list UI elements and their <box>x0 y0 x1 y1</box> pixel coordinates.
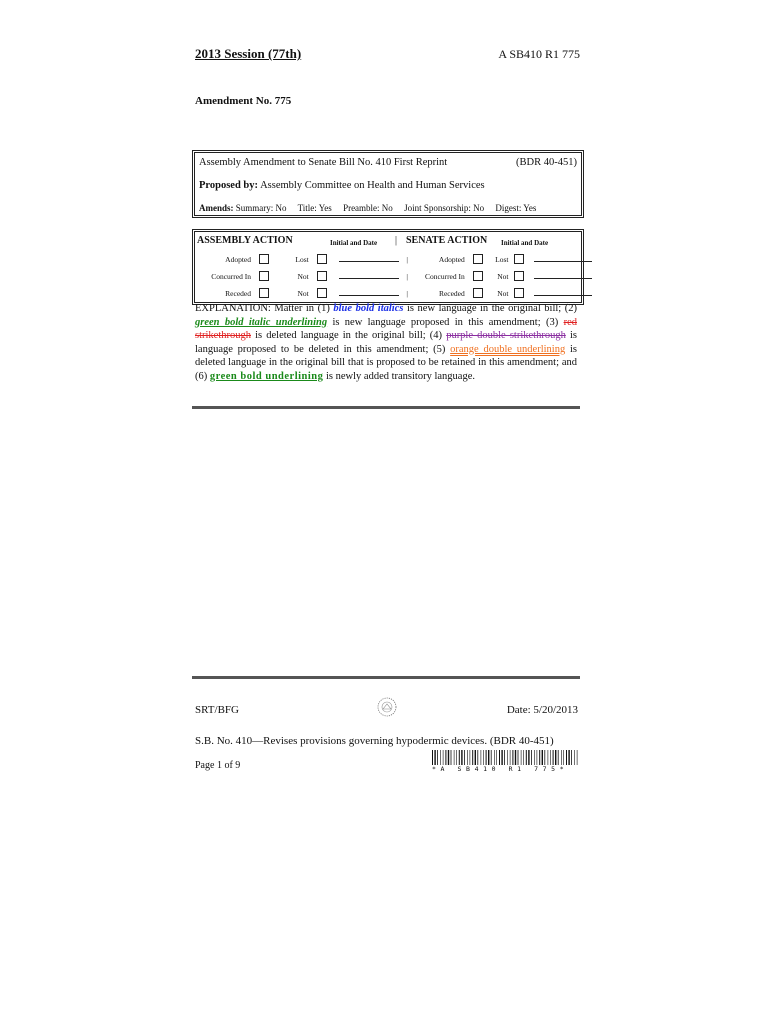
row-divider: | <box>406 255 408 264</box>
senate-concurred-checkbox[interactable] <box>473 271 483 281</box>
amends-summary: Summary: No <box>235 203 287 213</box>
assembly-not-checkbox[interactable] <box>317 271 327 281</box>
senate-not-checkbox[interactable] <box>514 271 524 281</box>
explanation-text: is new language in the original bill; (2) <box>403 303 577 314</box>
proposed-by-value: Assembly Committee on Health and Human Services <box>260 180 485 191</box>
action-divider: | <box>395 235 398 246</box>
senate-not-checkbox[interactable] <box>514 288 524 298</box>
bill-reference: A SB410 R1 775 <box>498 47 580 61</box>
assembly-initial-line[interactable] <box>339 287 399 296</box>
amendment-info-box <box>192 150 584 218</box>
assembly-lost-label: Lost <box>295 255 309 264</box>
drafter-initials: SRT/BFG <box>195 704 239 716</box>
explanation-paragraph <box>195 302 577 383</box>
amends-line <box>199 203 545 213</box>
senate-not-label: Not <box>497 272 509 281</box>
senate-initial-line[interactable] <box>534 253 592 262</box>
divider-rule <box>192 406 580 409</box>
legend-red-strikethrough: red strikethrough <box>195 316 577 341</box>
state-seal-icon <box>376 696 398 718</box>
amends-digest: Digest: Yes <box>495 203 537 213</box>
assembly-initial-date: Initial and Date <box>330 239 378 247</box>
assembly-not-label: Not <box>297 272 309 281</box>
amendment-title: Assembly Amendment to Senate Bill No. 410 First Reprint <box>199 157 448 168</box>
action-row <box>195 287 592 298</box>
explanation-text: is deleted language in the original bill; (4) <box>251 330 447 341</box>
explanation-text: EXPLANATION: Matter in (1) <box>195 303 334 314</box>
proposed-by-label: Proposed by: <box>199 180 259 191</box>
senate-initial-line[interactable] <box>534 270 592 279</box>
explanation-text: is language proposed to be deleted in this amendment; (5) <box>195 330 577 355</box>
assembly-initial-line[interactable] <box>339 270 399 279</box>
legend-blue-bold-italics: blue bold italics <box>333 303 404 314</box>
legend-green-bold-underline: green bold underlining <box>209 370 324 382</box>
amends-preamble: Preamble: No <box>343 203 393 213</box>
amends-title: Title: Yes <box>297 203 332 213</box>
assembly-action-header: ASSEMBLY ACTION <box>197 235 293 246</box>
amends-label: Amends: <box>199 203 234 213</box>
explanation-text: is new language proposed in this amendment; (3) <box>327 316 564 328</box>
assembly-concurred-label: Concurred In <box>211 272 251 281</box>
amendment-number: Amendment No. 775 <box>195 95 292 107</box>
assembly-adopted-checkbox[interactable] <box>259 254 269 264</box>
senate-adopted-checkbox[interactable] <box>473 254 483 264</box>
explanation-text: is newly added transitory language. <box>323 370 475 382</box>
assembly-receded-label: Receded <box>225 289 251 298</box>
senate-concurred-label: Concurred In <box>424 272 465 281</box>
action-row <box>195 270 592 281</box>
assembly-not-checkbox[interactable] <box>317 288 327 298</box>
bill-description: S.B. No. 410—Revises provisions governing hypodermic devices. (BDR 40-451) <box>195 735 554 747</box>
legend-green-italic-underline: green bold italic underlining <box>195 316 328 328</box>
senate-receded-label: Receded <box>438 289 465 298</box>
action-row <box>195 253 592 264</box>
senate-initial-date: Initial and Date <box>501 239 549 247</box>
session-header: 2013 Session (77th) <box>195 46 302 61</box>
assembly-lost-checkbox[interactable] <box>317 254 327 264</box>
row-divider: | <box>406 289 408 298</box>
senate-receded-checkbox[interactable] <box>473 288 483 298</box>
bdr-number: (BDR 40-451) <box>516 157 577 168</box>
assembly-receded-checkbox[interactable] <box>259 288 269 298</box>
amends-joint: Joint Sponsorship: No <box>404 203 485 213</box>
legend-orange-double-underline: orange double underlining <box>450 343 566 355</box>
assembly-concurred-checkbox[interactable] <box>259 271 269 281</box>
senate-initial-line[interactable] <box>534 287 592 296</box>
amendment-date: Date: 5/20/2013 <box>506 704 578 716</box>
proposed-by-line <box>199 180 485 191</box>
barcode-text: *A SB410 R1 775* <box>432 765 569 773</box>
senate-adopted-label: Adopted <box>438 255 465 264</box>
row-divider: | <box>406 272 408 281</box>
assembly-adopted-label: Adopted <box>225 255 251 264</box>
senate-action-header: SENATE ACTION <box>406 235 488 246</box>
senate-lost-checkbox[interactable] <box>514 254 524 264</box>
barcode-icon <box>432 750 578 765</box>
assembly-not-label: Not <box>297 289 309 298</box>
action-box <box>192 229 584 305</box>
divider-rule <box>192 676 580 679</box>
page-number: Page 1 of 9 <box>195 760 241 771</box>
legend-purple-double-strikethrough: purple double strikethrough <box>446 330 566 341</box>
senate-lost-label: Lost <box>495 255 509 264</box>
assembly-initial-line[interactable] <box>339 253 399 262</box>
senate-not-label: Not <box>497 289 509 298</box>
explanation-text: is deleted language in the original bill that is proposed to be retained in this amendment; and (6) <box>195 343 577 382</box>
